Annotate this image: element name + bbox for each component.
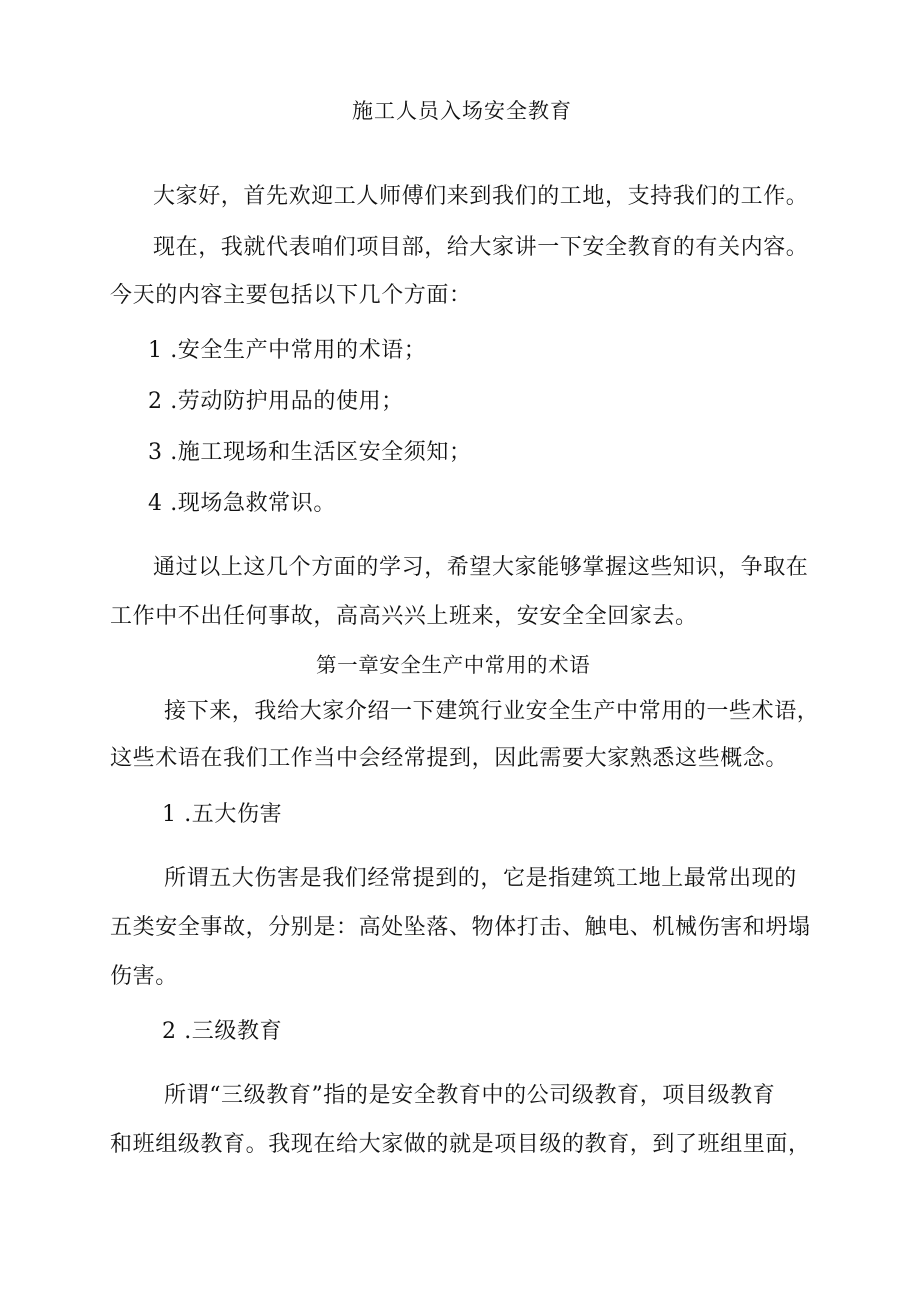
section-1-line-1: 所谓五大伤害是我们经常提到的，它是指建筑工地上最常出现的 <box>164 866 797 891</box>
section-1-line-2: 五类安全事故，分别是：高处坠落、物体打击、触电、机械伤害和坍塌 <box>110 915 811 940</box>
intro-line-3: 今天的内容主要包括以下几个方面： <box>110 283 472 308</box>
chapter-1-intro-line-2: 这些术语在我们工作当中会经常提到，因此需要大家熟悉这些概念。 <box>110 746 789 771</box>
document-title: 施工人员入场安全教育 <box>352 99 572 123</box>
intro-line-1: 大家好，首先欢迎工人师傅们来到我们的工地，支持我们的工作。 <box>153 184 809 209</box>
outline-item-1: 1 .安全生产中常用的术语； <box>148 338 427 363</box>
section-2-line-1: 所谓“三级教育”指的是安全教育中的公司级教育，项目级教育 <box>164 1083 776 1108</box>
section-1-heading: 1 .五大伤害 <box>162 802 283 827</box>
goal-line-2: 工作中不出任何事故，高高兴兴上班来，安安全全回家去。 <box>110 604 698 629</box>
chapter-1-intro-line-1: 接下来，我给大家介绍一下建筑行业安全生产中常用的一些术语， <box>164 699 820 724</box>
intro-line-2: 现在，我就代表咱们项目部，给大家讲一下安全教育的有关内容。 <box>153 235 809 260</box>
section-2-heading: 2 .三级教育 <box>162 1019 283 1044</box>
outline-item-2: 2 .劳动防护用品的使用； <box>148 389 404 414</box>
outline-item-4: 4 .现场急救常识。 <box>148 491 336 516</box>
section-2-line-2: 和班组级教育。我现在给大家做的就是项目级的教育，到了班组里面， <box>110 1132 811 1157</box>
chapter-1-title: 第一章安全生产中常用的术语 <box>316 653 591 677</box>
outline-item-3: 3 .施工现场和生活区安全须知； <box>148 440 472 465</box>
section-1-line-3: 伤害。 <box>110 964 178 989</box>
goal-line-1: 通过以上这几个方面的学习，希望大家能够掌握这些知识，争取在 <box>153 555 809 580</box>
